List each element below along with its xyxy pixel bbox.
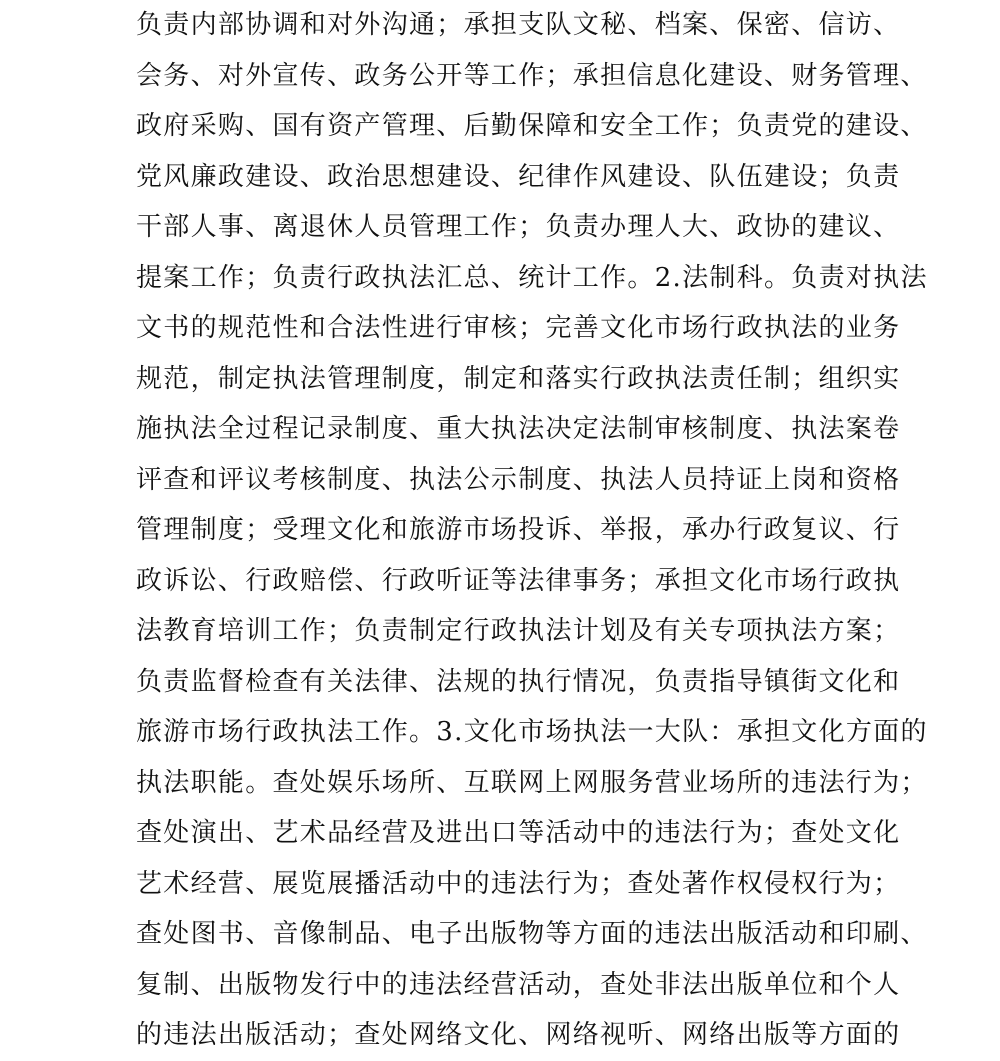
text-line: 政府采购、国有资产管理、后勤保障和安全工作；负责党的建设、: [136, 111, 928, 141]
text-line: 会务、对外宣传、政务公开等工作；承担信息化建设、财务管理、: [136, 60, 928, 91]
text-line: 施执法全过程记录制度、重大执法决定法制审核制度、执法案卷: [136, 414, 901, 444]
text-line: 干部人事、离退休人员管理工作；负责办理人大、政协的建议、: [136, 212, 901, 242]
text-line: 管理制度；受理文化和旅游市场投诉、举报，承办行政复议、行: [136, 515, 901, 545]
text-line: 提案工作；负责行政执法汇总、统计工作。2.法制科。负责对执法: [136, 262, 928, 293]
text-line: 执法职能。查处娱乐场所、互联网上网服务营业场所的违法行为；: [136, 767, 928, 798]
text-line: 评查和评议考核制度、执法公示制度、执法人员持证上岗和资格: [136, 464, 901, 495]
text-line: 负责监督检查有关法律、法规的执行情况，负责指导镇街文化和: [136, 666, 901, 697]
text-line: 负责内部协调和对外沟通；承担支队文秘、档案、保密、信访、: [136, 10, 901, 40]
text-line: 艺术经营、展览展播活动中的违法行为；查处著作权侵权行为；: [136, 868, 901, 899]
body-text: [136, 0, 928, 1061]
text-line: 的违法出版活动；查处网络文化、网络视听、网络出版等方面的: [136, 1020, 901, 1050]
text-line: 文书的规范性和合法性进行审核；完善文化市场行政执法的业务: [136, 313, 901, 343]
text-line: 规范，制定执法管理制度，制定和落实行政执法责任制；组织实: [136, 363, 901, 394]
text-line: 查处演出、艺术品经营及进出口等活动中的违法行为；查处文化: [136, 818, 901, 848]
text-line: 查处图书、音像制品、电子出版物等方面的违法出版活动和印刷、: [136, 919, 928, 949]
text-line: 政诉讼、行政赔偿、行政听证等法律事务；承担文化市场行政执: [136, 565, 901, 596]
text-line: 旅游市场行政执法工作。3.文化市场执法一大队：承担文化方面的: [136, 717, 928, 747]
text-line: 党风廉政建设、政治思想建设、纪律作风建设、队伍建设；负责: [136, 161, 901, 192]
text-line: 法教育培训工作；负责制定行政执法计划及有关专项执法方案；: [136, 616, 901, 646]
text-line: 复制、出版物发行中的违法经营活动，查处非法出版单位和个人: [136, 969, 901, 1000]
